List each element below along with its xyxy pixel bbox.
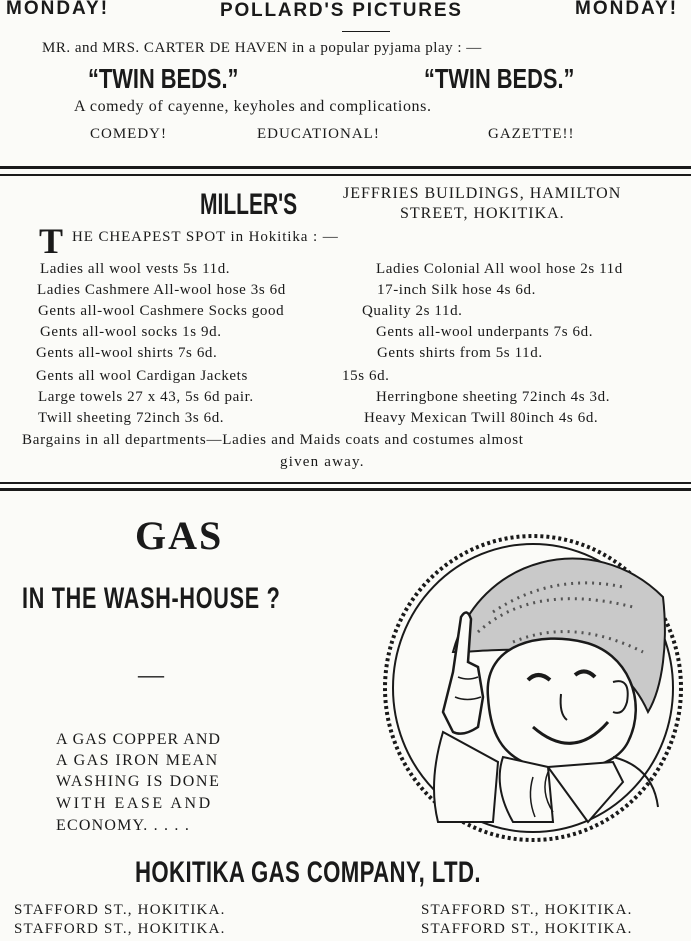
- gas-address: STAFFORD ST., HOKITIKA.: [14, 921, 226, 937]
- millers-name: MILLER'S: [200, 188, 298, 221]
- divider-1b: [0, 174, 691, 176]
- list-item: Ladies Colonial All wool hose 2s 11d: [376, 261, 623, 277]
- list-item: Gents all-wool shirts 7s 6d.: [36, 345, 218, 361]
- program-gazette: GAZETTE!!: [488, 126, 575, 142]
- gas-subtitle: IN THE WASH-HOUSE ?: [22, 582, 281, 615]
- divider-2b: [0, 488, 691, 491]
- pollards-tagline: A comedy of cayenne, keyholes and complications.: [74, 98, 432, 115]
- millers-address-line2: STREET, HOKITIKA.: [400, 205, 565, 222]
- program-educational: EDUCATIONAL!: [257, 126, 380, 142]
- list-item: Herringbone sheeting 72inch 4s 3d.: [376, 389, 611, 405]
- list-item: Ladies all wool vests 5s 11d.: [40, 261, 231, 277]
- pollards-right-day: MONDAY!: [575, 0, 679, 19]
- list-item: Gents all-wool underpants 7s 6d.: [376, 324, 594, 340]
- program-comedy: COMEDY!: [90, 126, 167, 142]
- list-item: Twill sheeting 72inch 3s 6d.: [38, 410, 225, 426]
- pollards-intro: MR. and MRS. CARTER DE HAVEN in a popular pyjama play : —: [42, 40, 482, 56]
- pollards-feature-right: “TWIN BEDS.”: [424, 63, 575, 94]
- millers-dropcap: T: [39, 221, 64, 261]
- list-item: Quality 2s 11d.: [362, 303, 463, 319]
- list-item: Gents shirts from 5s 11d.: [377, 345, 543, 361]
- millers-address-line1: JEFFRIES BUILDINGS, HAMILTON: [343, 185, 622, 202]
- gas-body-line: ECONOMY. . . . .: [56, 817, 191, 834]
- boy-face: [488, 639, 636, 771]
- millers-headline: HE CHEAPEST SPOT in Hokitika : —: [72, 229, 339, 245]
- gas-dash: —: [138, 660, 164, 689]
- divider-1a: [0, 166, 691, 169]
- list-item: 17-inch Silk hose 4s 6d.: [377, 282, 536, 298]
- list-item: Ladies Cashmere All-wool hose 3s 6d: [37, 282, 286, 298]
- gas-title: GAS: [135, 513, 224, 558]
- gas-body-line: A GAS COPPER AND: [56, 731, 221, 748]
- gas-body-line: WITH EASE AND: [56, 795, 213, 812]
- pollards-title: POLLARD'S PICTURES: [220, 0, 463, 21]
- gas-body-line: WASHING IS DONE: [56, 773, 221, 790]
- pollards-feature-left: “TWIN BEDS.”: [88, 63, 239, 94]
- title-underline: [342, 31, 390, 32]
- gas-illustration: [383, 522, 691, 848]
- millers-footer-line1: Bargains in all departments—Ladies and Maids coats and costumes almost: [22, 432, 524, 448]
- gas-company: HOKITIKA GAS COMPANY, LTD.: [135, 856, 481, 889]
- list-item: Large towels 27 x 43, 5s 6d pair.: [38, 389, 254, 405]
- divider-2a: [0, 482, 691, 484]
- list-item: Gents all-wool Cashmere Socks good: [38, 303, 285, 319]
- list-item: Gents all-wool socks 1s 9d.: [40, 324, 222, 340]
- list-item: 15s 6d.: [342, 368, 390, 384]
- gas-address: STAFFORD ST., HOKITIKA.: [421, 902, 633, 918]
- gas-address: STAFFORD ST., HOKITIKA.: [14, 902, 226, 918]
- list-item: Gents all wool Cardigan Jackets: [36, 368, 248, 384]
- gas-body-line: A GAS IRON MEAN: [56, 752, 219, 769]
- gas-address: STAFFORD ST., HOKITIKA.: [421, 921, 633, 937]
- pollards-left-day: MONDAY!: [6, 0, 110, 19]
- millers-footer-line2: given away.: [280, 454, 365, 470]
- list-item: Heavy Mexican Twill 80inch 4s 6d.: [364, 410, 599, 426]
